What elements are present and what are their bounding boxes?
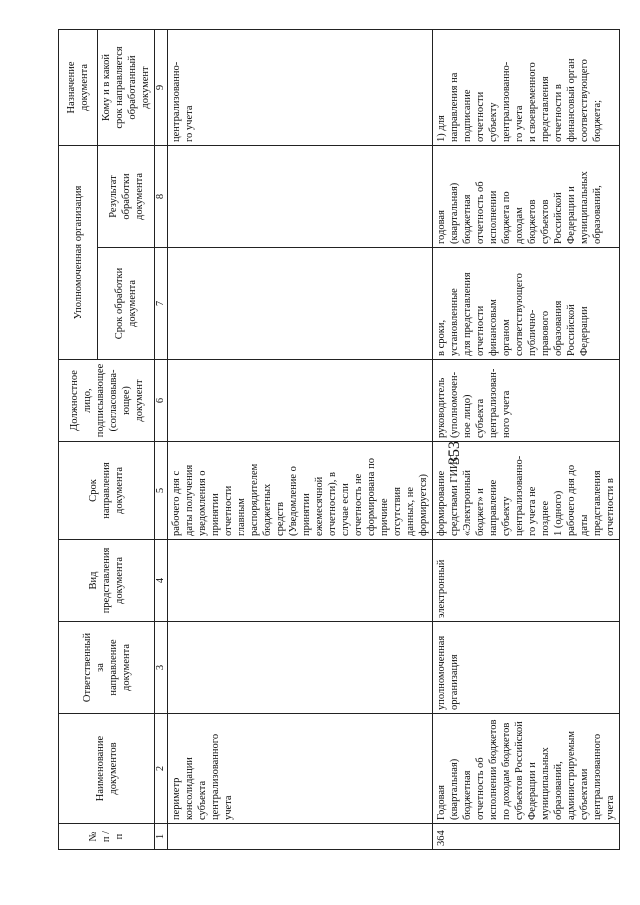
header-col-8: Результат обработки документа	[98, 146, 155, 248]
document-table-frame	[58, 30, 616, 850]
cell-document-name: периметр консолидации субъекта централизованного учета	[168, 714, 433, 824]
cell-signer: руководитель (уполномочен- ное лицо) субъекта централизован- ного учета	[433, 360, 620, 442]
document-table	[58, 29, 620, 850]
cell-signer	[168, 360, 433, 442]
cell-processing-result: годовая (квартальная) бюджетная отчетность об исполнении бюджета по доходам бюджетов субъектов Российской Федерации и муниципальных образований,	[433, 146, 620, 248]
header-col-2: Наименование документов	[59, 714, 155, 824]
column-number: 3	[155, 622, 168, 714]
cell-form	[168, 540, 433, 622]
cell-document-name: Годовая (квартальная) бюджетная отчетность об исполнении бюджетов по доходам бюджетов субъектов Российской Федерации и муниципальных образований, администрируемым субъектами централизованного учета	[433, 714, 620, 824]
cell-responsible: уполномоченная организация	[433, 622, 620, 714]
header-group-purpose: Назначение документа	[59, 30, 98, 146]
column-number: 7	[155, 248, 168, 360]
cell-deadline: формирование средствами ГИИС «Электронный бюджет» и направление субъекту централизованно- го учета не позднее 1 (одного) рабочего дня до даты представления отчетности в	[433, 442, 620, 540]
header-col-5: Срок направления документа	[59, 442, 155, 540]
table-row	[433, 30, 620, 850]
cell-recipient: централизованно- го учета	[168, 30, 433, 146]
cell-deadline: рабочего дня с даты получения уведомления о принятии отчетности главным распорядителем бюджетных средств (Уведомление о принятии ежемесячной отчетности), в случае если отчетность не сформирована по причине отсутствия данных, не формируется)	[168, 442, 433, 540]
column-number: 9	[155, 30, 168, 146]
header-col-1: № п / п	[59, 824, 155, 850]
cell-processing-result	[168, 146, 433, 248]
column-number: 1	[155, 824, 168, 850]
cell-recipient: 1) для направления на подписание отчетности субъекту централизованно- го учета и своевременного представления отчетности в финансовый орган соответствующего бюджета;	[433, 30, 620, 146]
cell-responsible	[168, 622, 433, 714]
header-row-1	[59, 30, 98, 850]
header-group-org: Уполномоченная организация	[59, 146, 98, 360]
table-row	[168, 30, 433, 850]
column-number: 4	[155, 540, 168, 622]
cell-number: 364	[433, 824, 620, 850]
column-number: 2	[155, 714, 168, 824]
header-col-7: Срок обработки документа	[98, 248, 155, 360]
header-col-9: Кому и в какой срок направляется обработанный документ	[98, 30, 155, 146]
page-number: 353	[446, 441, 463, 465]
column-number: 5	[155, 442, 168, 540]
column-number: 6	[155, 360, 168, 442]
cell-number	[168, 824, 433, 850]
column-number: 8	[155, 146, 168, 248]
header-col-6: Должностное лицо, подписывающее (согласовыва- ющее) документ	[59, 360, 155, 442]
column-number-row	[155, 30, 168, 850]
header-col-4: Вид представления документа	[59, 540, 155, 622]
cell-processing-term: в сроки, установленные для представления отчетности финансовым органом соответствующего публично- правового образования Российской Федерации	[433, 248, 620, 360]
cell-processing-term	[168, 248, 433, 360]
cell-form: электронный	[433, 540, 620, 622]
header-col-3: Ответственный за направление документа	[59, 622, 155, 714]
